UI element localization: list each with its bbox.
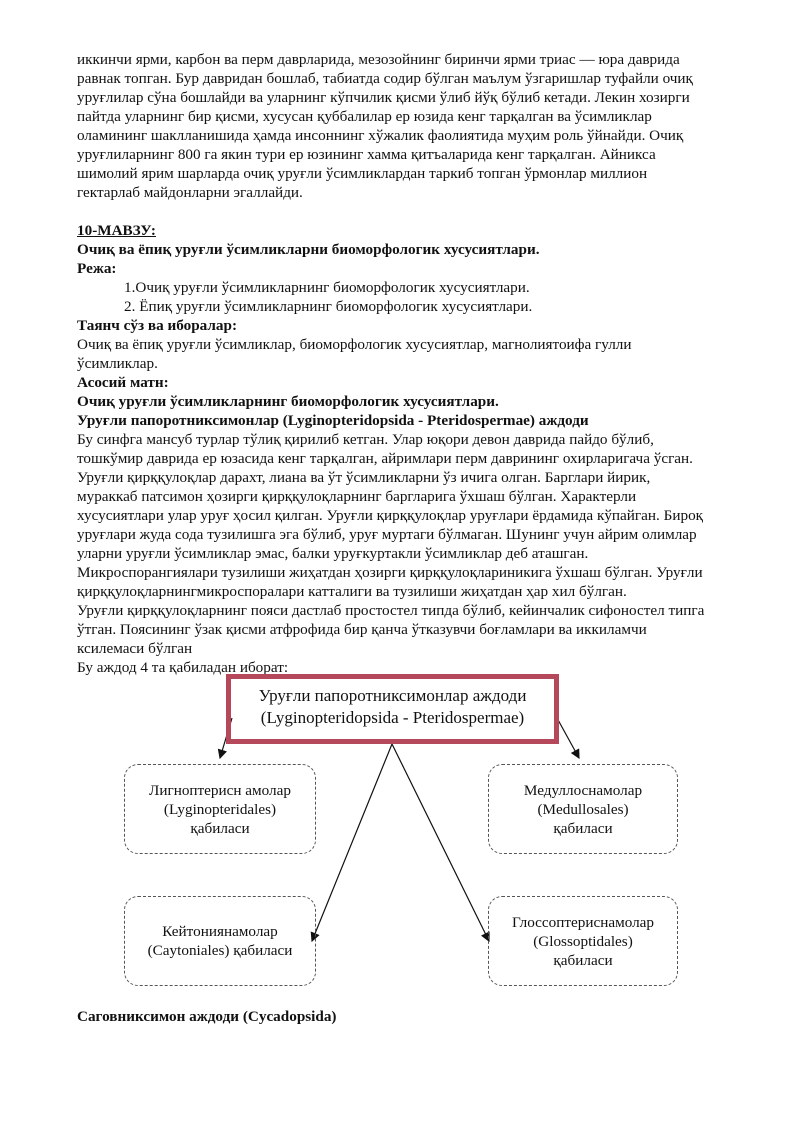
text-line: уруғлиларнинг 800 га якин тури ер юзининг хамма қитъаларида кенг тарқалган. Айникса [77, 146, 656, 163]
text-line: уруғлари жуда сода тузилишга эга бўлиб, уруғ муртаги бўлмаган. Шунинг учун айрим олимлар [77, 526, 697, 543]
arrow-to-glosso [392, 744, 489, 941]
text-line: қирққулоқларнингмикроспоралари катталиги ва тузилиши жиҳатдан ҳар хил бўлган. [77, 583, 627, 600]
text-line: уларни уруғли ўсимликлар эмас, балки уруғкуртакли ўсимликлар деб аташган. [77, 545, 589, 562]
node-label: Медуллоснамолар [523, 781, 643, 799]
plan-label: Режа: [77, 260, 117, 277]
node-label: (Caytoniales) қабиласи [147, 942, 293, 959]
text-line: равнак топган. Бур давридан бошлаб, табиатда содир бўлган маълум ўзгаришлар туфайли очиқ [77, 70, 693, 87]
keywords-text: Очиқ ва ёпиқ уруғли ўсимликлар, биоморфологик хусусиятлар, магнолиятоифа гулли [77, 336, 632, 353]
subsection-title: Уруғли папоротниксимонлар (Lyginopteridopsida - Pteridospermae) аждоди [77, 412, 589, 429]
next-section-title: Саговниксимон аждоди (Cycadopsida) [77, 1008, 337, 1025]
node-lyginopteridales [124, 764, 316, 854]
text-line: шимолий ярим шарларда очиқ уруғли ўсимликлардан таркиб топган ўрмонлар миллион [77, 165, 648, 182]
text-line: уруғлилар сўна бошлайди ва уларнинг кўпчилик қисми ўлиб йўқ бўлиб кетади. Лекин хозирги [77, 89, 690, 106]
keywords-text: ўсимликлар. [77, 355, 158, 372]
node-caytoniales [124, 896, 316, 986]
node-label: (Glossoptidales) [533, 932, 633, 950]
node-label: (Lyginopteridales) [163, 800, 277, 818]
node-label: қабиласи [553, 951, 613, 969]
arrow-to-caytoni [312, 744, 392, 941]
node-label: Глоссоптериснамолар [511, 913, 655, 931]
root-node-title: Уруғли папоротниксимонлар аждоди [258, 686, 527, 705]
text-line: Микроспорангиялари тузилиши жиҳатдан ҳозирги қирққулоқлариникига ўхшаш бўлган. Уруғли [77, 564, 703, 581]
text-line: пайтда уларнинг бир қисми, хусусан қуббалилар ер юзида кенг тарқалган ва ўсимликлар [77, 108, 652, 125]
text-line: мураккаб патсимон ҳозирги қирққулоқларнинг баргларига ўхшаш бўлган. Характерли [77, 488, 637, 505]
text-line: гектарлаб майдонларни эгаллайди. [77, 184, 303, 201]
text-line: тошкўмир даврида ер юзасида кенг тарқалган, айримлари перм даврининг охирларигача ўсган. [77, 450, 693, 467]
plan-item: 2. Ёпиқ уруғли ўсимликларнинг биоморфологик хусусиятлари. [124, 298, 533, 315]
node-label: Кейтониянамолар [162, 923, 278, 940]
text-line: Бу синфга мансуб турлар тўлиқ қирилиб кетган. Улар юқори девон даврида пайдо бўлиб, [77, 431, 654, 448]
plan-item: 1.Очиқ уруғли ўсимликларнинг биоморфологик хусусиятлари. [124, 279, 530, 296]
text-line: Уруғли қирққулоқлар дарахт, лиана ва ўт ўсимликларни ўз ичига олган. Барглари йирик, [77, 469, 651, 486]
node-medullosales [488, 764, 678, 854]
topic-number: 10-МАВЗУ: [77, 222, 156, 239]
text-line: иккинчи ярми, карбон ва перм даврларида, мезозойнинг биринчи ярми триас — юра даврида [77, 51, 680, 68]
node-glossoptidales [488, 896, 678, 986]
main-text-label: Асосий матн: [77, 374, 169, 391]
root-node [226, 674, 559, 744]
node-label: қабиласи [190, 819, 250, 837]
text-line: Бу аждод 4 та қабиладан иборат: [77, 659, 289, 676]
section-title: Очиқ уруғли ўсимликларнинг биоморфологик хусусиятлари. [77, 393, 499, 410]
keywords-label: Таянч сўз ва иборалар: [77, 317, 238, 334]
node-label: Лигноптерисн амолар [149, 781, 291, 799]
root-node-latin: (Lyginopteridopsida - Pteridospermae) [260, 708, 525, 727]
node-label: (Medullosales) [537, 800, 629, 818]
arrow-to-medullo [557, 718, 579, 758]
text-line: ксилемаси бўлган [77, 640, 193, 657]
text-line: ўтган. Поясининг ўзак қисми атфрофида бир қанча ўтказувчи боғламлари ва иккиламчи [77, 621, 647, 638]
text-line: хусусиятлари улар уруғ ҳосил қилган. Уруғли қирққулоқлар уруғлари ёрдамида кўпайган. Бироқ [77, 507, 704, 524]
text-line: Уруғли қирққулоқларнинг пояси дастлаб простостел типда бўлиб, кейинчалик сифоностел типга [77, 602, 705, 619]
topic-title: Очиқ ва ёпиқ уруғли ўсимликларни биоморфологик хусусиятлари. [77, 241, 540, 258]
text-line: оламининг шаклланишида ҳамда инсоннинг хўжалик фаолиятида муҳим роль ўйнайди. Очиқ [77, 127, 684, 144]
node-label: қабиласи [553, 819, 613, 837]
